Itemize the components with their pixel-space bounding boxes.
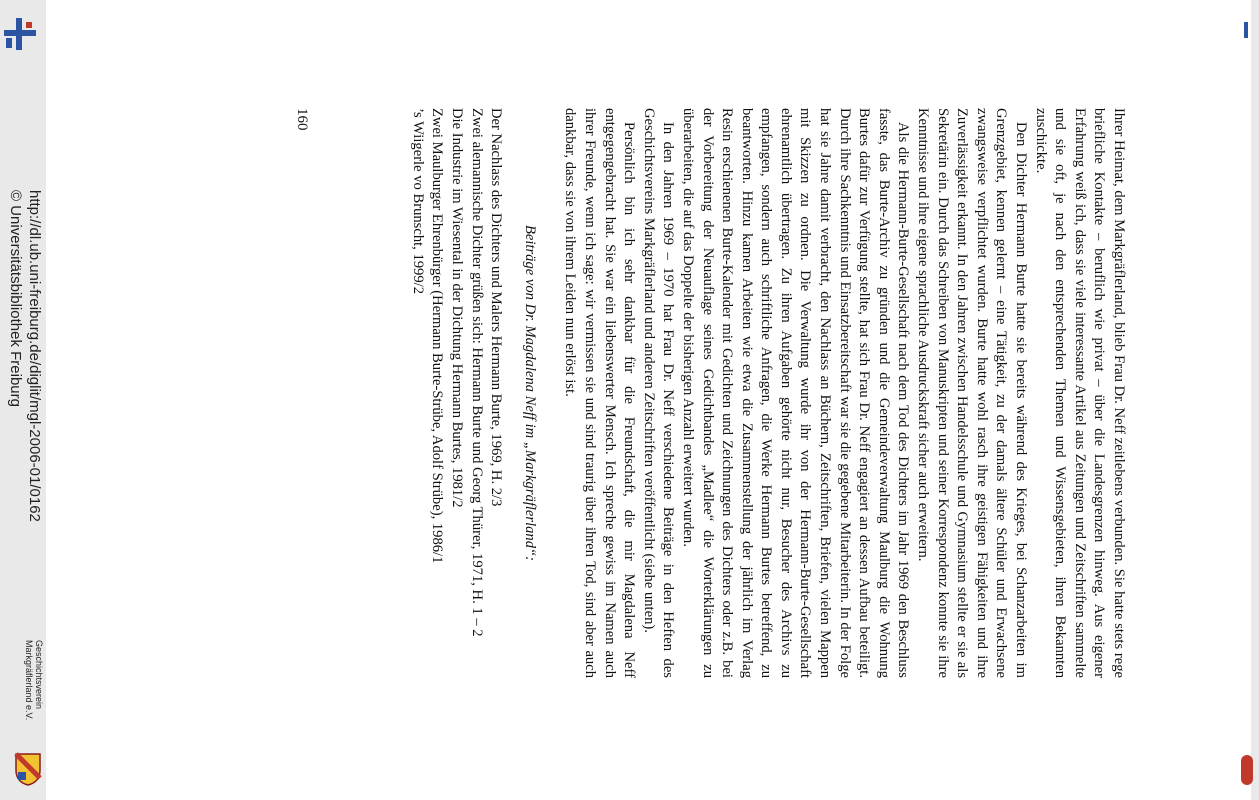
reference-list [407, 108, 505, 678]
article-body [407, 108, 1128, 678]
paragraph-5: Persönlich bin ich sehr dankbar für die Freundschaft, die mir Magdalena Neff entgegengebracht hat. Sie war ein liebenswerter Mensch. Ich spreche gewiss im Namen auch ihrer Freunde, wenn ich sage: wir vermissen sie und sind traurig über ihren Tod, sind aber auch dankbar, dass sie von ihrem Leiden nun erlöst ist. [562, 108, 638, 678]
society-label [0, 640, 44, 750]
scanned-page [150, 0, 1250, 800]
society-name-line1: Geschichtsverein [34, 640, 44, 710]
contributions-heading: Beiträge von Dr. Magdalena Neff im „Markgräflerland“: [521, 224, 538, 562]
paragraph-1: Ihrer Heimat, dem Markgräflerland, blieb Frau Dr. Neff zeitlebens verbunden. Sie hatte stets rege briefliche Kontakte – beruflich wie privat – über die Landesgrenzen hinweg. Aus eigener Erfahrung weiß ich, dass sie viele interessante Artikel aus Zeitungen und Zeitschriften sammelte und sie oft, je nach den entsprechenden Themen und Wissensgebieten, ihren Bekannten zuschickte. [1032, 108, 1127, 678]
reference-item: Die Industrie im Wiesental in der Dichtung Hermann Burtes, 1981/2 [449, 108, 465, 508]
rotated-page-content [150, 0, 1250, 800]
reference-item: Der Nachlass des Dichters und Malers Hermann Burte, 1969, H. 2/3 [488, 108, 505, 507]
reference-item: Zwei Maulburger Ehrenbürger (Hermann Burte-Strübe, Adolf Strübe), 1986/1 [429, 108, 446, 564]
document-url[interactable]: http://dl.ub.uni-freiburg.de/diglit/mgl-2006-01/0162 [26, 190, 43, 522]
document-url-caption [7, 190, 43, 590]
reference-item: Zwei alemannische Dichter grüßen sich: Hermann Burte und Georg Thürer, 1971, H. 1 – 2 [468, 108, 485, 637]
society-name-line2: Markgräflerland e.V. [24, 640, 34, 721]
paragraph-2: Den Dichter Hermann Burte hatte sie bereits während des Krieges, bei Schanzarbeiten im Grenzgebiet, kennen gelernt – eine Tätigkeit, zu der damals ältere Schüler und Erwachsene zwangsweise verpflichtet wurden. Burte hatte wohl rasch ihre geistigen Fähigkeiten und ihre Zuverlässigkeit erkannt. In den Jahren zwischen Handelsschule und Gymnasium stellte er sie als Sekretärin ein. Durch das Schreiben von Manuskripten und seiner Korrespondenz konnte sie ihre Kenntnisse und ihre eigene sprachliche Ausdruckskraft sicher auch erweitern. [915, 108, 1030, 678]
society-crest-icon [14, 752, 42, 786]
page-number: 160 [294, 108, 310, 131]
reference-item: ’s Wiigerle vo Brunscht, 1999/2 [409, 108, 426, 295]
paragraph-4: In den Jahren 1969 – 1970 hat Frau Dr. Neff verschiedene Beiträge in den Heften des Geschichtsvereins Markgräflerland und anderen Zeitschriften veröffentlicht (siehe unten). [640, 108, 677, 678]
library-copyright: © Universitätsbibliothek Freiburg [7, 190, 24, 407]
university-library-logo [2, 14, 38, 54]
next-page-crest-fragment-icon [1241, 755, 1253, 785]
viewer-right-margin [1251, 0, 1259, 800]
next-page-logo-fragment-icon [1238, 20, 1252, 40]
paragraph-3: Als die Hermann-Burte-Gesellschaft nach dem Tod des Dichters im Jahr 1969 den Beschluss fasste, das Burte-Archiv zu gründen und die Gemeindeverwaltung Maulburg die Wohnung Burtes dafür zur Verfügung stellte, hat sich Frau Dr. Neff engagiert an dessen Aufbau beteiligt. Durch ihre Sachkenntnis und Einsatzbereitschaft war sie die gegebene Mitarbeiterin. In der Folge hat sie Jahre damit verbracht, den Nachlass an Büchern, Zeitschriften, Briefen, vielen Mappen mit Skizzen zu ordnen. Die Verwaltung wurde ihr von der Hermann-Burte-Gesellschaft ehrenamtlich übertragen. Zu ihren Aufgaben gehörte nicht nur, Besucher des Archivs zu empfangen, sondern auch schriftliche Anfragen, die Werke Hermann Burtes betreffend, zu beantworten. Hinzu kamen Arbeiten wie etwa die Zusammenstellung der jährlich im Verlag Resin erschienenen Burte-Kalender mit Gedichten und Zeichnungen des Dichters oder z.B. bei der Vorbereitung der Neuauflage seines Gedichtbandes „Madlee“ die Worterklärungen zu überarbeiten, die auf das Doppelte der bisherigen Anzahl erweitert wurden. [679, 108, 912, 678]
